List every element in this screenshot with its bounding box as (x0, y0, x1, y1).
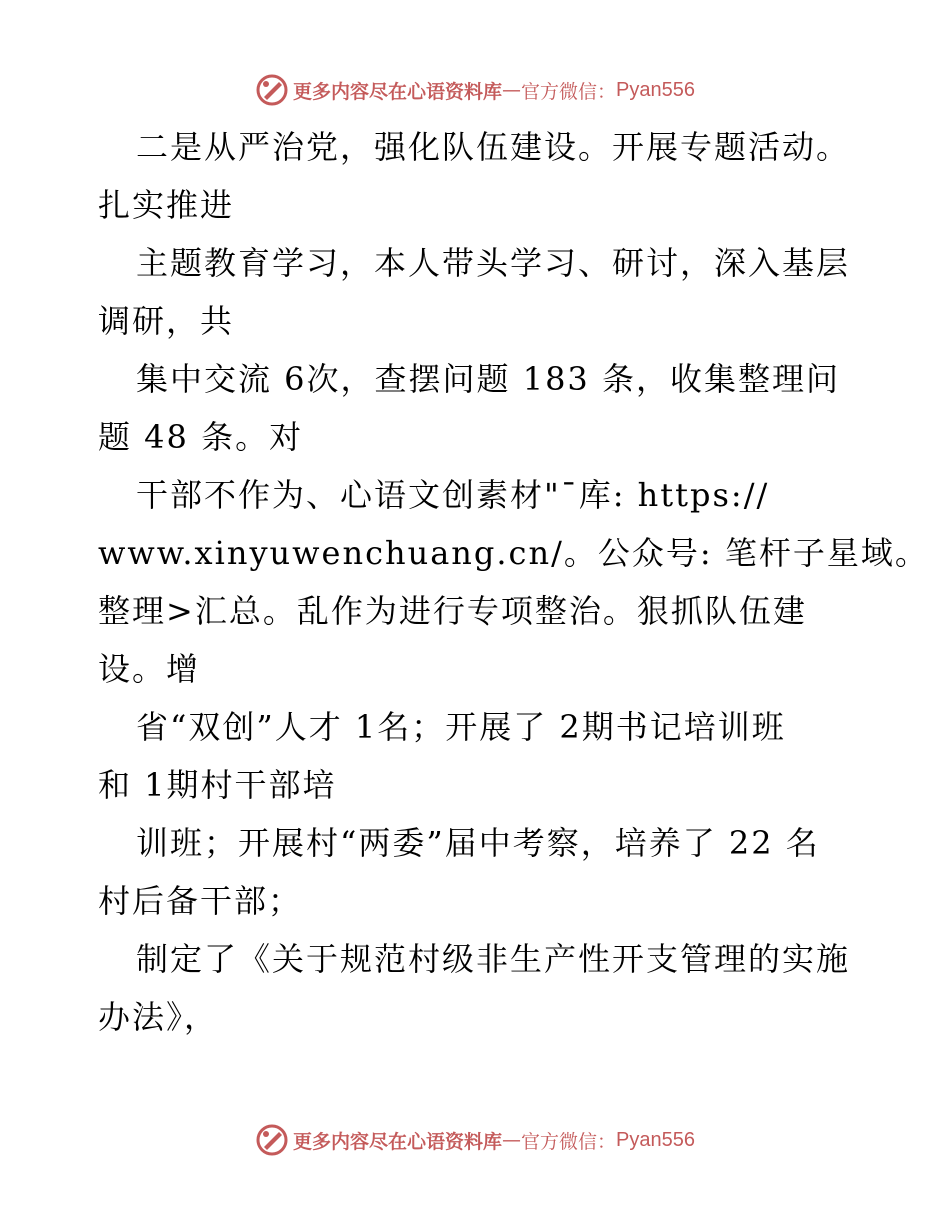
footer-dash: — (502, 1129, 522, 1151)
header-wechat-id: Pyan556 (616, 78, 695, 101)
header-banner (0, 70, 950, 110)
text-line: 干部不作为、心语文创素材"¯库: https:// (136, 476, 770, 514)
text-line: 办法》， (98, 998, 219, 1036)
header-promo-text: 更多内容尽在心语资料库 (293, 80, 503, 103)
text-line: 调研，共 (98, 302, 235, 340)
text-line: 整理>汇总。乱作为进行专项整治。狠抓队伍建 (98, 592, 807, 630)
logo-icon (255, 1123, 289, 1157)
header-wechat-label: 官方微信： (521, 80, 617, 103)
footer-banner (0, 1120, 950, 1160)
text-line: 训班；开展村“两委”届中考察，培养了 22 名 (136, 824, 820, 862)
text-line: 省“双创”人才 1名；开展了 2期书记培训班 (136, 708, 786, 746)
text-line: www.xinyuwenchuang.cn/。公众号: 笔杆子星域。 (98, 534, 929, 572)
text-line: 题 48 条。对 (98, 418, 304, 456)
text-line: 设。增 (98, 650, 201, 688)
header-dash: — (502, 79, 522, 101)
text-line: 二是从严治党，强化队伍建设。开展专题活动。 (136, 128, 851, 166)
footer-promo-text: 更多内容尽在心语资料库 (293, 1130, 503, 1153)
text-line: 集中交流 6次，查摆问题 183 条，收集整理问 (136, 360, 840, 398)
text-line: 和 1期村干部培 (98, 766, 337, 804)
text-line: 扎实推进 (98, 186, 235, 224)
text-line: 村后备干部； (98, 882, 303, 920)
footer-wechat-label: 官方微信： (521, 1130, 617, 1153)
text-line: 制定了《关于规范村级非生产性开支管理的实施 (136, 940, 851, 978)
text-line: 主题教育学习，本人带头学习、研讨，深入基层 (136, 244, 851, 282)
logo-icon (255, 73, 289, 107)
footer-wechat-id: Pyan556 (616, 1128, 695, 1151)
document-body (98, 118, 929, 1046)
